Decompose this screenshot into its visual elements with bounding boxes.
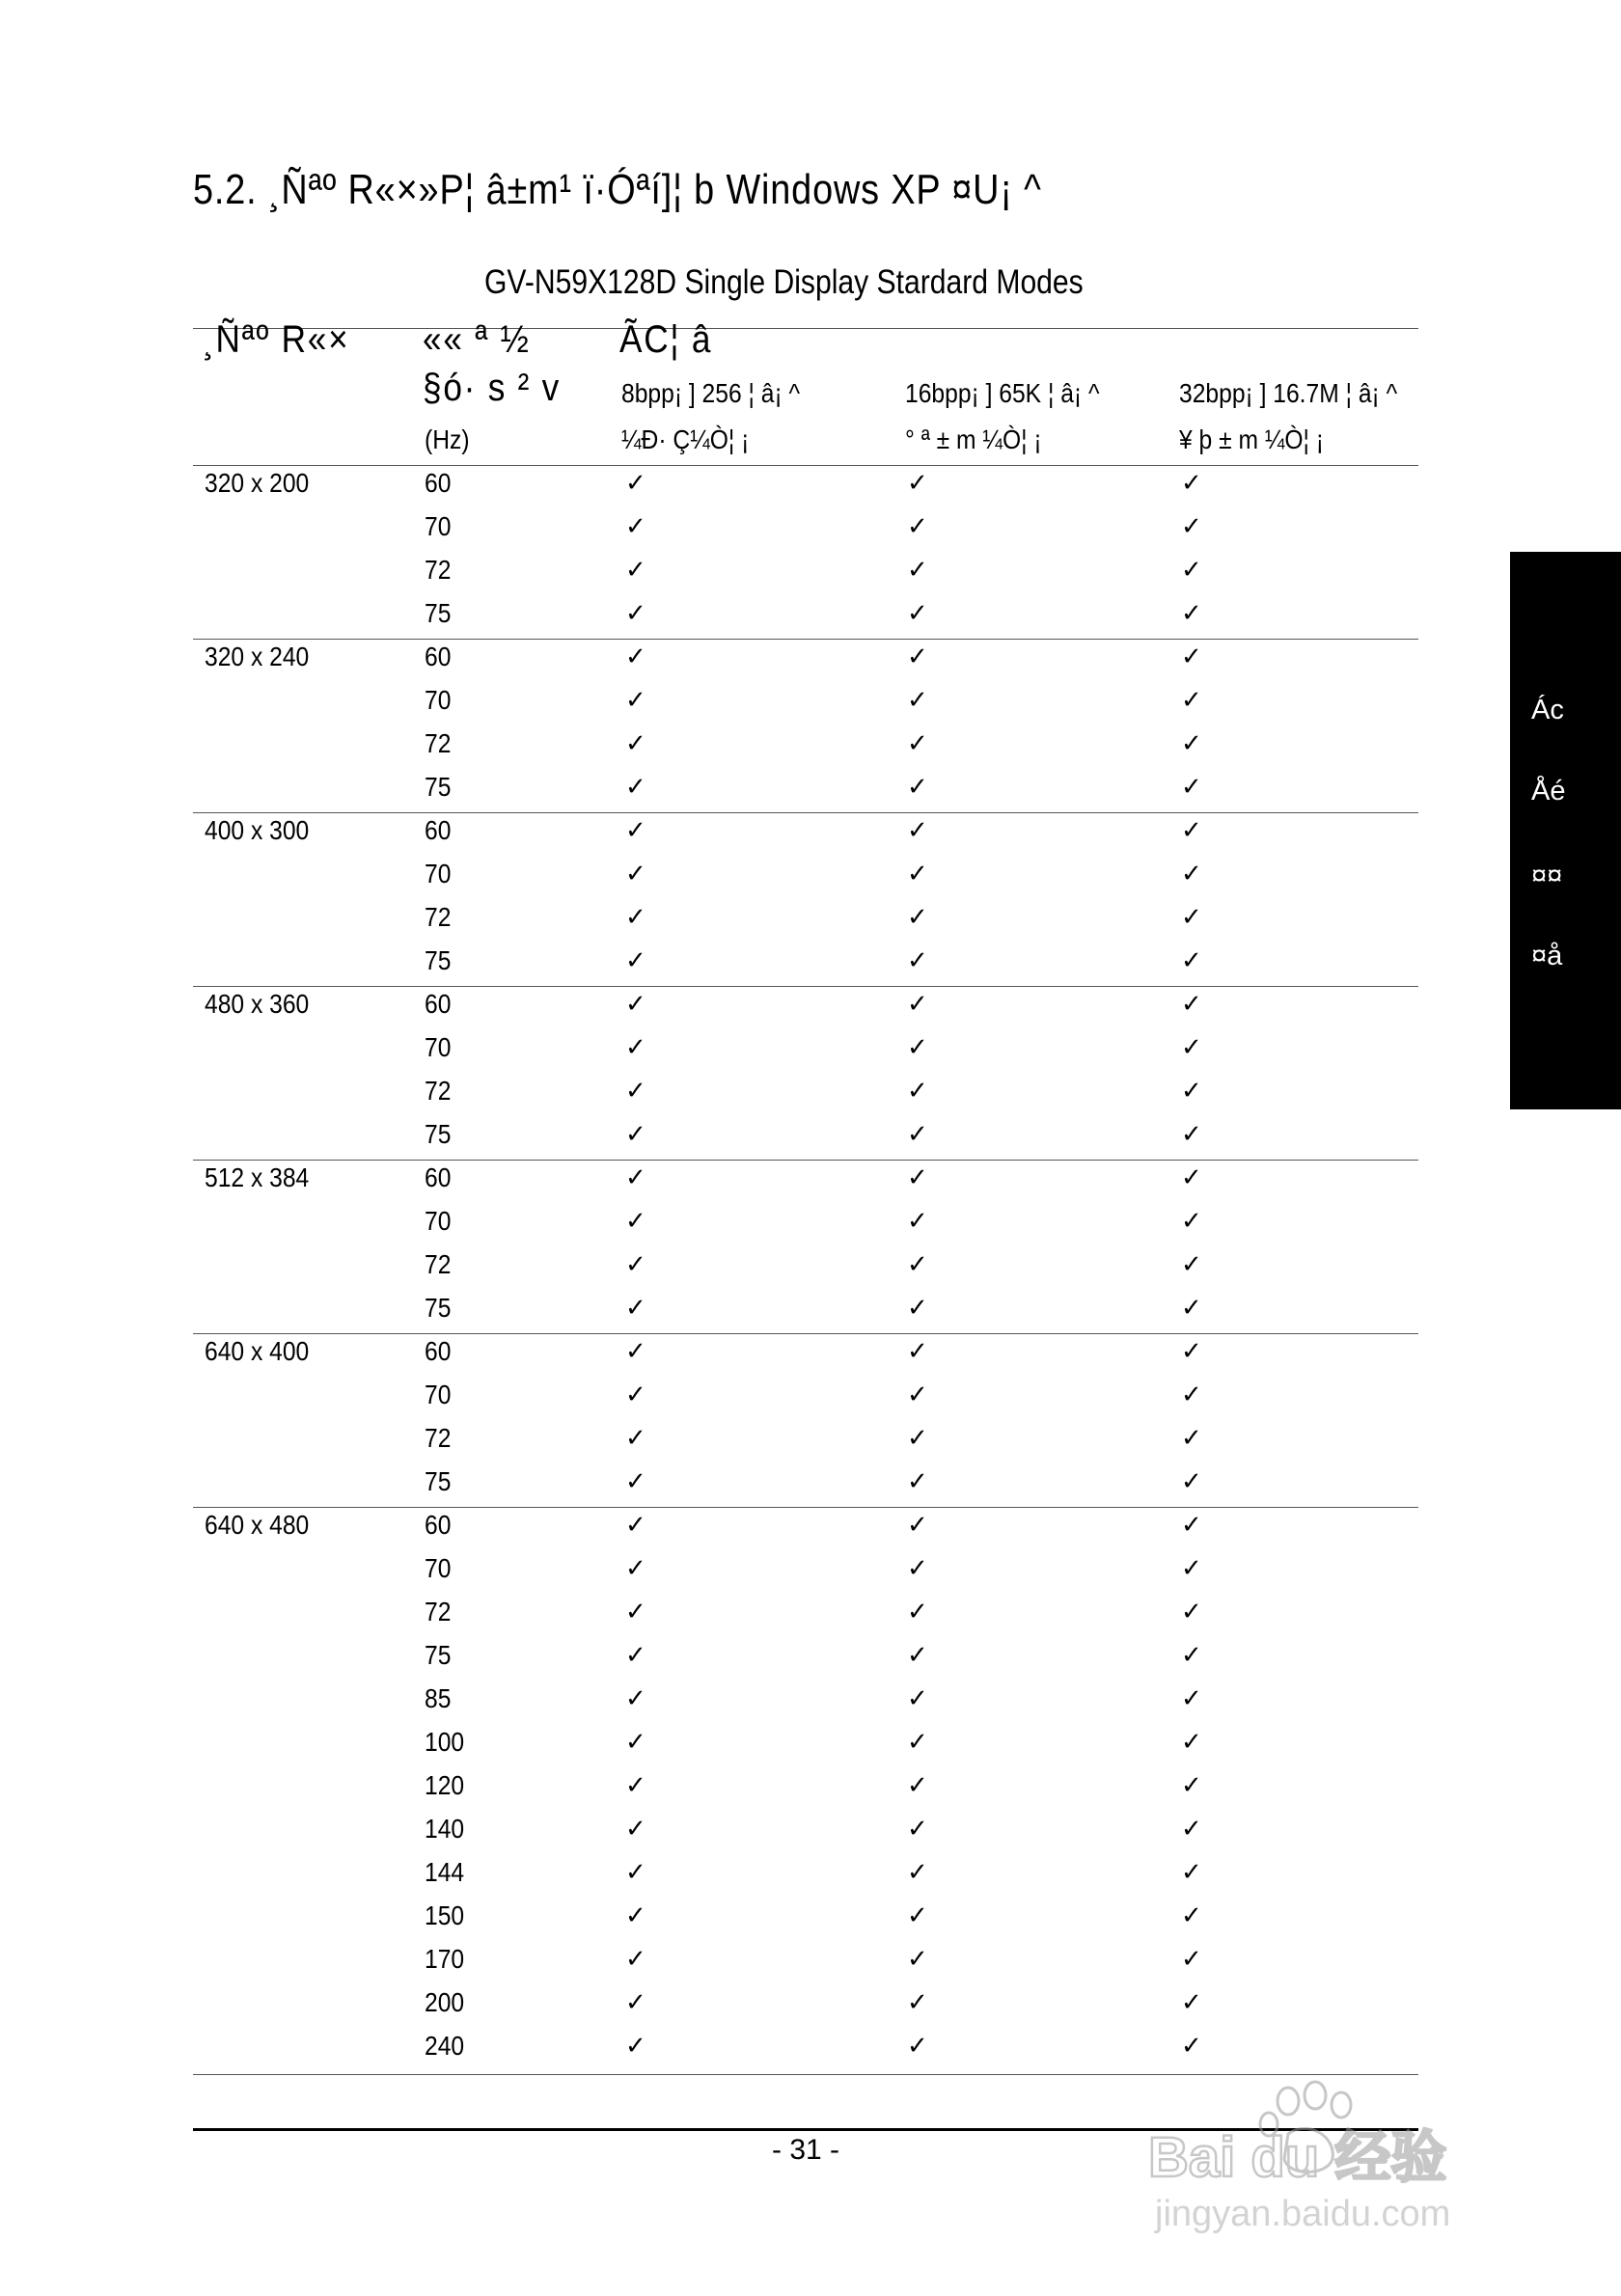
refresh-rate-cell: 75 [425,945,452,975]
supported-16bpp-check: ✓ [907,1380,928,1408]
supported-16bpp-check: ✓ [907,1814,928,1843]
supported-16bpp-check: ✓ [907,1510,928,1539]
supported-8bpp-check: ✓ [625,1857,646,1886]
refresh-rate-cell: 60 [425,1336,452,1366]
supported-8bpp-check: ✓ [625,945,646,974]
refresh-rate-cell: 75 [425,1640,452,1670]
supported-8bpp-check: ✓ [625,1553,646,1582]
supported-8bpp-check: ✓ [625,1162,646,1191]
refresh-rate-cell: 75 [425,1119,452,1149]
header-refresh-unit: (Hz) [425,424,470,454]
supported-16bpp-check: ✓ [907,859,928,888]
supported-16bpp-check: ✓ [907,1727,928,1756]
supported-16bpp-check: ✓ [907,1423,928,1452]
supported-32bpp-check: ✓ [1181,1987,1202,2016]
refresh-rate-cell: 150 [425,1900,465,1930]
refresh-rate-cell: 60 [425,468,452,498]
refresh-rate-cell: 60 [425,1162,452,1192]
supported-8bpp-check: ✓ [625,772,646,801]
supported-32bpp-check: ✓ [1181,1640,1202,1669]
page-number: - 31 - [772,2134,840,2166]
supported-8bpp-check: ✓ [625,1987,646,2016]
supported-8bpp-check: ✓ [625,642,646,670]
supported-16bpp-check: ✓ [907,815,928,844]
refresh-rate-cell: 72 [425,555,452,585]
refresh-rate-cell: 72 [425,1597,452,1626]
supported-16bpp-check: ✓ [907,772,928,801]
header-16bpp: 16bpp¡ ] 65K ¦ â¡ ^ [905,378,1100,408]
supported-8bpp-check: ✓ [625,1640,646,1669]
supported-32bpp-check: ✓ [1181,945,1202,974]
supported-16bpp-check: ✓ [907,1987,928,2016]
supported-16bpp-check: ✓ [907,1466,928,1495]
supported-32bpp-check: ✓ [1181,859,1202,888]
supported-32bpp-check: ✓ [1181,1076,1202,1105]
supported-32bpp-check: ✓ [1181,598,1202,627]
supported-32bpp-check: ✓ [1181,989,1202,1018]
resolution-cell: 480 x 360 [205,989,310,1019]
supported-16bpp-check: ✓ [907,1944,928,1973]
refresh-rate-cell: 75 [425,772,452,802]
chapter-side-tab [1510,552,1621,1109]
refresh-rate-cell: 70 [425,1032,452,1062]
supported-32bpp-check: ✓ [1181,511,1202,540]
supported-32bpp-check: ✓ [1181,1683,1202,1712]
page-heading: 5.2. ¸Ñªº R«×»P¦ â±m¹ ï·Óªí]¦ b Windows XP ¤U¡ ^ [193,166,1042,213]
resolution-cell: 512 x 384 [205,1162,310,1192]
supported-8bpp-check: ✓ [625,511,646,540]
supported-8bpp-check: ✓ [625,728,646,757]
supported-16bpp-check: ✓ [907,598,928,627]
group-divider [193,986,1418,987]
supported-32bpp-check: ✓ [1181,1119,1202,1148]
supported-16bpp-check: ✓ [907,1032,928,1061]
supported-16bpp-check: ✓ [907,1249,928,1278]
supported-16bpp-check: ✓ [907,555,928,584]
supported-32bpp-check: ✓ [1181,1510,1202,1539]
supported-16bpp-check: ✓ [907,902,928,931]
resolution-cell: 640 x 480 [205,1510,310,1540]
supported-8bpp-check: ✓ [625,902,646,931]
supported-8bpp-check: ✓ [625,598,646,627]
supported-8bpp-check: ✓ [625,1683,646,1712]
baidu-watermark [1143,2076,1525,2240]
supported-8bpp-check: ✓ [625,815,646,844]
supported-16bpp-check: ✓ [907,1336,928,1365]
supported-8bpp-check: ✓ [625,1423,646,1452]
supported-16bpp-check: ✓ [907,989,928,1018]
supported-16bpp-check: ✓ [907,511,928,540]
supported-8bpp-check: ✓ [625,1206,646,1235]
resolution-cell: 640 x 400 [205,1336,310,1366]
supported-32bpp-check: ✓ [1181,1380,1202,1408]
supported-8bpp-check: ✓ [625,1380,646,1408]
supported-16bpp-check: ✓ [907,1119,928,1148]
resolution-cell: 400 x 300 [205,815,310,845]
refresh-rate-cell: 100 [425,1727,465,1757]
supported-8bpp-check: ✓ [625,685,646,714]
header-32bpp: 32bpp¡ ] 16.7M ¦ â¡ ^ [1179,378,1398,408]
refresh-rate-cell: 60 [425,642,452,671]
supported-16bpp-check: ✓ [907,1683,928,1712]
supported-32bpp-check: ✓ [1181,1814,1202,1843]
side-tab-char: Ác [1531,695,1564,725]
supported-32bpp-check: ✓ [1181,772,1202,801]
group-divider [193,1333,1418,1334]
supported-8bpp-check: ✓ [625,1944,646,1973]
refresh-rate-cell: 72 [425,1423,452,1453]
supported-32bpp-check: ✓ [1181,1900,1202,1929]
supported-8bpp-check: ✓ [625,1293,646,1322]
supported-8bpp-check: ✓ [625,989,646,1018]
supported-32bpp-check: ✓ [1181,1293,1202,1322]
supported-32bpp-check: ✓ [1181,555,1202,584]
header-8bpp-mode: ¼Ð· Ç¼Ò¦ ¡ [621,424,750,454]
refresh-rate-cell: 75 [425,598,452,628]
supported-16bpp-check: ✓ [907,1206,928,1235]
supported-16bpp-check: ✓ [907,642,928,670]
side-tab-char: Åé [1531,776,1566,806]
header-refresh-line2: §ó· s ² v [423,367,561,409]
supported-8bpp-check: ✓ [625,1032,646,1061]
header-resolution: ¸Ñªº R«× [203,318,350,361]
supported-8bpp-check: ✓ [625,1076,646,1105]
refresh-rate-cell: 85 [425,1683,452,1713]
supported-32bpp-check: ✓ [1181,1553,1202,1582]
supported-16bpp-check: ✓ [907,685,928,714]
refresh-rate-cell: 70 [425,1553,452,1583]
supported-16bpp-check: ✓ [907,1770,928,1799]
header-colors-group: ÃC¦ â [619,318,713,361]
supported-32bpp-check: ✓ [1181,1944,1202,1973]
supported-32bpp-check: ✓ [1181,1032,1202,1061]
supported-16bpp-check: ✓ [907,1900,928,1929]
supported-16bpp-check: ✓ [907,1553,928,1582]
refresh-rate-cell: 60 [425,1510,452,1540]
supported-32bpp-check: ✓ [1181,902,1202,931]
group-divider [193,1507,1418,1508]
header-refresh-line1: «« ª ½ [423,318,531,361]
refresh-rate-cell: 75 [425,1293,452,1323]
supported-16bpp-check: ✓ [907,1857,928,1886]
watermark-url: jingyan.baidu.com [1155,2194,1451,2234]
supported-32bpp-check: ✓ [1181,1336,1202,1365]
supported-8bpp-check: ✓ [625,1900,646,1929]
supported-8bpp-check: ✓ [625,1597,646,1626]
supported-32bpp-check: ✓ [1181,1206,1202,1235]
refresh-rate-cell: 120 [425,1770,465,1800]
refresh-rate-cell: 72 [425,1249,452,1279]
supported-32bpp-check: ✓ [1181,2031,1202,2060]
watermark-logo: Bai du 经验 [1148,2126,1447,2189]
supported-32bpp-check: ✓ [1181,1857,1202,1886]
supported-32bpp-check: ✓ [1181,728,1202,757]
supported-8bpp-check: ✓ [625,1119,646,1148]
refresh-rate-cell: 70 [425,511,452,541]
supported-8bpp-check: ✓ [625,1510,646,1539]
group-divider [193,812,1418,813]
supported-32bpp-check: ✓ [1181,685,1202,714]
table-title: GV-N59X128D Single Display Stardard Modes [484,263,1084,301]
header-32bpp-mode: ¥ þ ± m ¼Ò¦ ¡ [1179,424,1325,454]
side-tab-char: ¤å [1531,941,1563,971]
supported-8bpp-check: ✓ [625,1336,646,1365]
group-divider [193,639,1418,640]
refresh-rate-cell: 140 [425,1814,465,1844]
supported-16bpp-check: ✓ [907,945,928,974]
supported-8bpp-check: ✓ [625,1727,646,1756]
supported-16bpp-check: ✓ [907,2031,928,2060]
refresh-rate-cell: 72 [425,728,452,758]
supported-8bpp-check: ✓ [625,2031,646,2060]
table-bottom-rule [193,2074,1418,2075]
refresh-rate-cell: 240 [425,2031,465,2061]
supported-32bpp-check: ✓ [1181,815,1202,844]
supported-8bpp-check: ✓ [625,1814,646,1843]
supported-32bpp-check: ✓ [1181,1423,1202,1452]
refresh-rate-cell: 70 [425,685,452,715]
supported-16bpp-check: ✓ [907,728,928,757]
header-8bpp: 8bpp¡ ] 256 ¦ â¡ ^ [621,378,801,408]
supported-8bpp-check: ✓ [625,1466,646,1495]
supported-32bpp-check: ✓ [1181,642,1202,670]
group-divider [193,465,1418,466]
refresh-rate-cell: 70 [425,1206,452,1236]
refresh-rate-cell: 60 [425,815,452,845]
refresh-rate-cell: 144 [425,1857,465,1887]
resolution-cell: 320 x 240 [205,642,310,671]
supported-8bpp-check: ✓ [625,468,646,497]
supported-32bpp-check: ✓ [1181,468,1202,497]
refresh-rate-cell: 170 [425,1944,465,1974]
supported-16bpp-check: ✓ [907,1293,928,1322]
supported-16bpp-check: ✓ [907,468,928,497]
header-16bpp-mode: ° ª ± m ¼Ò¦ ¡ [905,424,1042,454]
supported-16bpp-check: ✓ [907,1076,928,1105]
supported-32bpp-check: ✓ [1181,1597,1202,1626]
supported-16bpp-check: ✓ [907,1162,928,1191]
supported-8bpp-check: ✓ [625,1249,646,1278]
refresh-rate-cell: 75 [425,1466,452,1496]
supported-8bpp-check: ✓ [625,555,646,584]
supported-32bpp-check: ✓ [1181,1249,1202,1278]
table-top-rule [193,328,1418,329]
refresh-rate-cell: 72 [425,1076,452,1106]
group-divider [193,1160,1418,1161]
supported-8bpp-check: ✓ [625,1770,646,1799]
supported-8bpp-check: ✓ [625,859,646,888]
refresh-rate-cell: 70 [425,1380,452,1409]
supported-16bpp-check: ✓ [907,1640,928,1669]
refresh-rate-cell: 200 [425,1987,465,2017]
supported-32bpp-check: ✓ [1181,1466,1202,1495]
side-tab-char: ¤¤ [1531,861,1563,891]
supported-32bpp-check: ✓ [1181,1162,1202,1191]
resolution-cell: 320 x 200 [205,468,310,498]
refresh-rate-cell: 60 [425,989,452,1019]
supported-32bpp-check: ✓ [1181,1770,1202,1799]
supported-16bpp-check: ✓ [907,1597,928,1626]
refresh-rate-cell: 72 [425,902,452,932]
supported-32bpp-check: ✓ [1181,1727,1202,1756]
refresh-rate-cell: 70 [425,859,452,888]
